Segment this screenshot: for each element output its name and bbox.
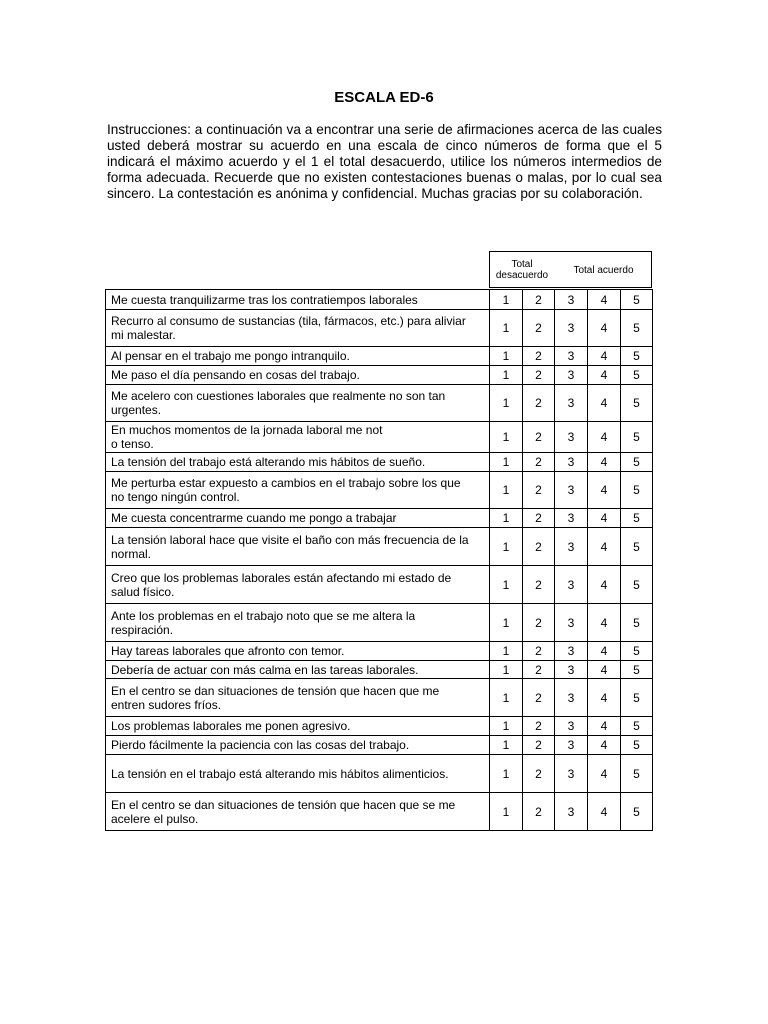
table-row: [106, 310, 653, 347]
scale-option-5[interactable]: 5: [621, 642, 653, 661]
scale-option-4[interactable]: 4: [588, 661, 621, 679]
item-statement: [106, 385, 490, 422]
item-statement: [106, 310, 490, 347]
scale-option-1[interactable]: 1: [490, 566, 523, 604]
scale-option-1[interactable]: 1: [490, 717, 523, 736]
scale-option-5[interactable]: 5: [621, 528, 653, 566]
item-statement-line: La tensión laboral hace que visite el baño con más frecuencia de la: [111, 532, 469, 547]
item-statement: [106, 736, 490, 755]
scale-option-3[interactable]: 3: [555, 717, 588, 736]
scale-option-1[interactable]: 1: [490, 310, 523, 347]
scale-option-2[interactable]: 2: [523, 793, 555, 831]
scale-option-2[interactable]: 2: [523, 755, 555, 793]
scale-option-4[interactable]: 4: [588, 366, 621, 385]
table-row: [106, 509, 653, 528]
scale-option-1[interactable]: 1: [490, 453, 523, 472]
item-statement: [106, 566, 490, 604]
scale-option-4[interactable]: 4: [588, 453, 621, 472]
scale-option-1[interactable]: 1: [490, 422, 523, 453]
scale-option-3[interactable]: 3: [555, 422, 588, 453]
scale-option-1[interactable]: 1: [490, 793, 523, 831]
item-statement: [106, 679, 490, 717]
item-statement-line: Al pensar en el trabajo me pongo intranquilo.: [111, 349, 350, 363]
scale-option-4[interactable]: 4: [588, 604, 621, 642]
item-statement: [106, 347, 490, 366]
item-statement-line: Me paso el día pensando en cosas del trabajo.: [111, 368, 360, 382]
table-row: [106, 793, 653, 831]
scale-option-4[interactable]: 4: [588, 422, 621, 453]
item-statement-line: normal.: [111, 546, 152, 561]
scale-option-3[interactable]: 3: [555, 366, 588, 385]
scale-option-5[interactable]: 5: [621, 290, 653, 310]
scale-option-5[interactable]: 5: [621, 472, 653, 509]
scale-option-5[interactable]: 5: [621, 679, 653, 717]
item-statement-line: Me perturba estar expuesto a cambios en el trabajo sobre los que: [111, 476, 461, 490]
scale-option-3[interactable]: 3: [555, 661, 588, 679]
table-row: [106, 422, 653, 453]
table-row: [106, 453, 653, 472]
table-row: [106, 736, 653, 755]
table-row: [106, 566, 653, 604]
scale-option-2[interactable]: 2: [523, 385, 555, 422]
scale-option-2[interactable]: 2: [523, 528, 555, 566]
item-statement-line: Pierdo fácilmente la paciencia con las cosas del trabajo.: [111, 738, 410, 752]
item-statement-line: Me cuesta tranquilizarme tras los contratiempos laborales: [111, 292, 418, 307]
table-row: [106, 642, 653, 661]
item-statement-line: En muchos momentos de la jornada laboral me not: [111, 423, 383, 437]
item-statement-line: urgentes.: [111, 403, 162, 417]
table-row: [106, 717, 653, 736]
item-statement-line: Recurro al consumo de sustancias (tila, fármacos, etc.) para aliviar: [111, 314, 466, 328]
scale-option-2[interactable]: 2: [523, 453, 555, 472]
scale-option-2[interactable]: 2: [523, 717, 555, 736]
item-statement: [106, 604, 490, 642]
scale-option-3[interactable]: 3: [555, 472, 588, 509]
scale-option-1[interactable]: 1: [490, 736, 523, 755]
scale-option-3[interactable]: 3: [555, 509, 588, 528]
scale-option-1[interactable]: 1: [490, 642, 523, 661]
scale-option-2[interactable]: 2: [523, 604, 555, 642]
scale-option-3[interactable]: 3: [555, 385, 588, 422]
scale-option-4[interactable]: 4: [588, 310, 621, 347]
scale-option-3[interactable]: 3: [555, 755, 588, 793]
header-agree-label: Total acuerdo: [573, 265, 634, 276]
scale-option-3[interactable]: 3: [555, 566, 588, 604]
scale-option-5[interactable]: 5: [621, 366, 653, 385]
scale-option-4[interactable]: 4: [588, 793, 621, 831]
item-statement-line: Los problemas laborales me ponen agresivo.: [111, 719, 351, 733]
table-row: [106, 661, 653, 679]
scale-option-1[interactable]: 1: [490, 509, 523, 528]
scale-option-2[interactable]: 2: [523, 290, 555, 310]
scale-option-5[interactable]: 5: [621, 385, 653, 422]
item-statement-line: En el centro se dan situaciones de tensión que hacen que se me: [111, 797, 456, 812]
item-statement-line: Me cuesta concentrarme cuando me pongo a trabajar: [111, 511, 397, 525]
page-title: ESCALA ED-6: [334, 89, 434, 106]
scale-option-5[interactable]: 5: [621, 453, 653, 472]
item-statement-line: no tengo ningún control.: [111, 490, 240, 504]
scale-option-4[interactable]: 4: [588, 642, 621, 661]
item-statement: [106, 422, 490, 453]
item-statement: [106, 642, 490, 661]
header-disagree-line2: desacuerdo: [495, 270, 549, 281]
header-disagree-line1: Total: [511, 259, 533, 270]
scale-option-5[interactable]: 5: [621, 736, 653, 755]
scale-option-4[interactable]: 4: [588, 528, 621, 566]
item-statement-line: Me acelero con cuestiones laborales que realmente no son tan: [111, 389, 446, 403]
item-statement: [106, 472, 490, 509]
item-statement-line: respiración.: [111, 622, 174, 637]
scale-option-1[interactable]: 1: [490, 661, 523, 679]
scale-option-5[interactable]: 5: [621, 566, 653, 604]
scale-option-1[interactable]: 1: [490, 366, 523, 385]
scale-option-5[interactable]: 5: [621, 422, 653, 453]
item-statement-line: entren sudores fríos.: [111, 697, 222, 712]
scale-option-1[interactable]: 1: [490, 604, 523, 642]
item-statement: [106, 453, 490, 472]
item-statement-line: Hay tareas laborales que afronto con temor.: [111, 644, 345, 658]
scale-option-2[interactable]: 2: [523, 347, 555, 366]
scale-option-2[interactable]: 2: [523, 679, 555, 717]
scale-option-3[interactable]: 3: [555, 453, 588, 472]
item-statement-line: Creo que los problemas laborales están afectando mi estado de: [111, 570, 452, 585]
scale-option-2[interactable]: 2: [523, 422, 555, 453]
scale-option-2[interactable]: 2: [523, 566, 555, 604]
item-statement: [106, 755, 490, 793]
scale-option-4[interactable]: 4: [588, 755, 621, 793]
scale-option-3[interactable]: 3: [555, 604, 588, 642]
scale-option-2[interactable]: 2: [523, 736, 555, 755]
scale-option-1[interactable]: 1: [490, 679, 523, 717]
item-statement: [106, 793, 490, 831]
scale-table: [105, 289, 653, 831]
item-statement: [106, 528, 490, 566]
scale-option-1[interactable]: 1: [490, 347, 523, 366]
instructions-paragraph: Instrucciones: a continuación va a encontrar una serie de afirmaciones acerca de las cuales usted deberá mostrar su acuerdo en una escala de cinco números de forma que el 5 indicará el máximo acuerdo y el 1 el total desacuerdo, utilice los números intermedios de forma adecuada. Recuerde que no existen contestaciones buenas o malas, por lo cual sea sincero. La contestación es anónima y confidencial. Muchas gracias por su colaboración.: [107, 122, 662, 201]
item-statement: [106, 509, 490, 528]
scale-option-3[interactable]: 3: [555, 290, 588, 310]
scale-option-1[interactable]: 1: [490, 290, 523, 310]
scale-option-2[interactable]: 2: [523, 642, 555, 661]
scale-option-3[interactable]: 3: [555, 347, 588, 366]
scale-option-5[interactable]: 5: [621, 717, 653, 736]
item-statement-line: mi malestar.: [111, 328, 176, 342]
table-row: [106, 679, 653, 717]
scale-option-5[interactable]: 5: [621, 793, 653, 831]
scale-option-5[interactable]: 5: [621, 755, 653, 793]
scale-option-4[interactable]: 4: [588, 290, 621, 310]
item-statement: [106, 717, 490, 736]
item-statement-line: En el centro se dan situaciones de tensión que hacen que me: [111, 683, 440, 698]
scale-option-4[interactable]: 4: [588, 385, 621, 422]
table-row: [106, 472, 653, 509]
item-statement: [106, 661, 490, 679]
scale-option-5[interactable]: 5: [621, 604, 653, 642]
scale-header: [489, 251, 652, 288]
scale-option-5[interactable]: 5: [621, 347, 653, 366]
scale-option-5[interactable]: 5: [621, 509, 653, 528]
scale-option-4[interactable]: 4: [588, 347, 621, 366]
scale-option-2[interactable]: 2: [523, 366, 555, 385]
table-row: [106, 347, 653, 366]
scale-option-2[interactable]: 2: [523, 472, 555, 509]
table-row: [106, 290, 653, 310]
table-row: [106, 366, 653, 385]
item-statement-line: Ante los problemas en el trabajo noto que se me altera la: [111, 608, 416, 623]
scale-option-2[interactable]: 2: [523, 661, 555, 679]
scale-option-3[interactable]: 3: [555, 736, 588, 755]
scale-option-4[interactable]: 4: [588, 509, 621, 528]
scale-option-2[interactable]: 2: [523, 509, 555, 528]
scale-option-4[interactable]: 4: [588, 736, 621, 755]
scale-option-5[interactable]: 5: [621, 310, 653, 347]
scale-option-5[interactable]: 5: [621, 661, 653, 679]
scale-option-3[interactable]: 3: [555, 679, 588, 717]
scale-option-1[interactable]: 1: [490, 528, 523, 566]
scale-option-1[interactable]: 1: [490, 472, 523, 509]
scale-option-4[interactable]: 4: [588, 717, 621, 736]
table-row: [106, 755, 653, 793]
scale-option-3[interactable]: 3: [555, 793, 588, 831]
scale-option-4[interactable]: 4: [588, 566, 621, 604]
table-row: [106, 604, 653, 642]
table-row: [106, 385, 653, 422]
item-statement: [106, 366, 490, 385]
scale-option-3[interactable]: 3: [555, 642, 588, 661]
table-row: [106, 528, 653, 566]
scale-option-1[interactable]: 1: [490, 385, 523, 422]
scale-option-3[interactable]: 3: [555, 528, 588, 566]
scale-option-3[interactable]: 3: [555, 310, 588, 347]
header-disagree-label: [490, 259, 554, 281]
item-statement-line: Debería de actuar con más calma en las tareas laborales.: [111, 662, 419, 677]
item-statement-line: La tensión del trabajo está alterando mis hábitos de sueño.: [111, 455, 426, 469]
item-statement-line: acelere el pulso.: [111, 811, 199, 826]
scale-option-1[interactable]: 1: [490, 755, 523, 793]
item-statement-line: salud físico.: [111, 584, 175, 599]
scale-option-4[interactable]: 4: [588, 679, 621, 717]
item-statement: [106, 290, 490, 310]
scale-option-4[interactable]: 4: [588, 472, 621, 509]
item-statement-line: La tensión en el trabajo está alterando mis hábitos alimenticios.: [111, 766, 449, 781]
scale-option-2[interactable]: 2: [523, 310, 555, 347]
item-statement-line: o tenso.: [111, 437, 154, 451]
